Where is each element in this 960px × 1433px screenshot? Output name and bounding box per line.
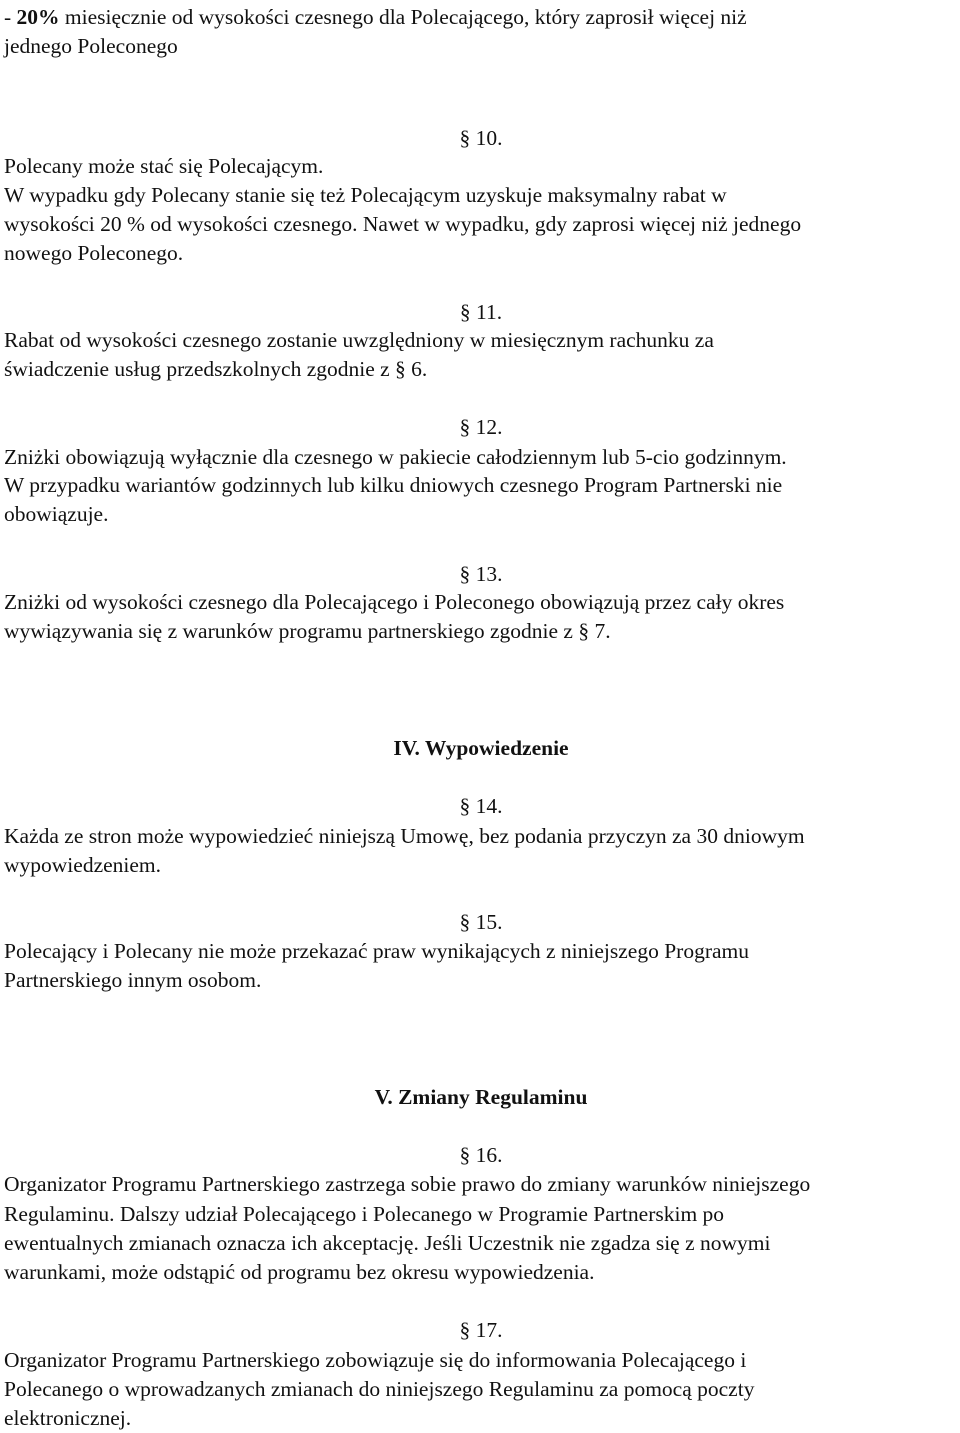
section-16-line-3: ewentualnych zmianach oznacza ich akceptację. Jeśli Uczestnik nie zgadza się z nowymi (4, 1231, 771, 1255)
section-17-line-2: Polecanego o wprowadzanych zmianach do niniejszego Regulaminu za pomocą poczty (4, 1377, 755, 1401)
intro-prefix: - (4, 5, 17, 29)
chapter-5-title: V. Zmiany Regulaminu (374, 1085, 588, 1109)
section-number-17: § 17. (459, 1318, 503, 1342)
section-14-line-1: Każda ze stron może wypowiedzieć niniejszą Umowę, bez podania przyczyn za 30 dniowym (4, 824, 805, 848)
section-number-10: § 10. (459, 126, 503, 150)
section-number-12: § 12. (459, 415, 503, 439)
section-13-line-1: Zniżki od wysokości czesnego dla Polecającego i Poleconego obowiązują przez cały okres (4, 590, 785, 614)
section-15-line-2: Partnerskiego innym osobom. (4, 968, 262, 992)
section-11-line-1: Rabat od wysokości czesnego zostanie uwzględniony w miesięcznym rachunku za (4, 328, 714, 352)
section-14-line-2: wypowiedzeniem. (4, 853, 162, 877)
section-number-15: § 15. (459, 910, 503, 934)
section-number-13: § 13. (459, 562, 503, 586)
section-12-line-1: Zniżki obowiązują wyłącznie dla czesnego w pakiecie całodziennym lub 5-cio godzinnym. (4, 445, 787, 469)
section-12-line-2: W przypadku wariantów godzinnych lub kilku dniowych czesnego Program Partnerski nie (4, 473, 783, 497)
intro-rest: miesięcznie od wysokości czesnego dla Polecającego, który zaprosił więcej niż (59, 5, 747, 29)
section-number-11: § 11. (459, 300, 503, 324)
section-number-16: § 16. (459, 1143, 503, 1167)
section-16-line-1: Organizator Programu Partnerskiego zastrzega sobie prawo do zmiany warunków niniejszego (4, 1172, 811, 1196)
section-16-line-4: warunkami, może odstąpić od programu bez okresu wypowiedzenia. (4, 1260, 595, 1284)
section-10-line-1: Polecany może stać się Polecającym. (4, 154, 324, 178)
chapter-4-title: IV. Wypowiedzenie (393, 736, 569, 760)
section-10-line-4: nowego Poleconego. (4, 241, 184, 265)
section-17-line-3: elektronicznej. (4, 1406, 132, 1430)
section-number-14: § 14. (459, 794, 503, 818)
intro-line-2: jednego Poleconego (4, 34, 178, 58)
section-10-line-3: wysokości 20 % od wysokości czesnego. Nawet w wypadku, gdy zaprosi więcej niż jednego (4, 212, 802, 236)
intro-bold-percent: 20% (16, 5, 60, 29)
section-10-line-2: W wypadku gdy Polecany stanie się też Polecającym uzyskuje maksymalny rabat w (4, 183, 727, 207)
section-11-line-2: świadczenie usług przedszkolnych zgodnie z § 6. (4, 357, 428, 381)
section-12-line-3: obowiązuje. (4, 502, 109, 526)
section-13-line-2: wywiązywania się z warunków programu partnerskiego zgodnie z § 7. (4, 619, 611, 643)
intro-line-1 (4, 3, 747, 32)
section-15-line-1: Polecający i Polecany nie może przekazać praw wynikających z niniejszego Programu (4, 939, 750, 963)
section-16-line-2: Regulaminu. Dalszy udział Polecającego i Polecanego w Programie Partnerskim po (4, 1202, 725, 1226)
section-17-line-1: Organizator Programu Partnerskiego zobowiązuje się do informowania Polecającego i (4, 1348, 747, 1372)
